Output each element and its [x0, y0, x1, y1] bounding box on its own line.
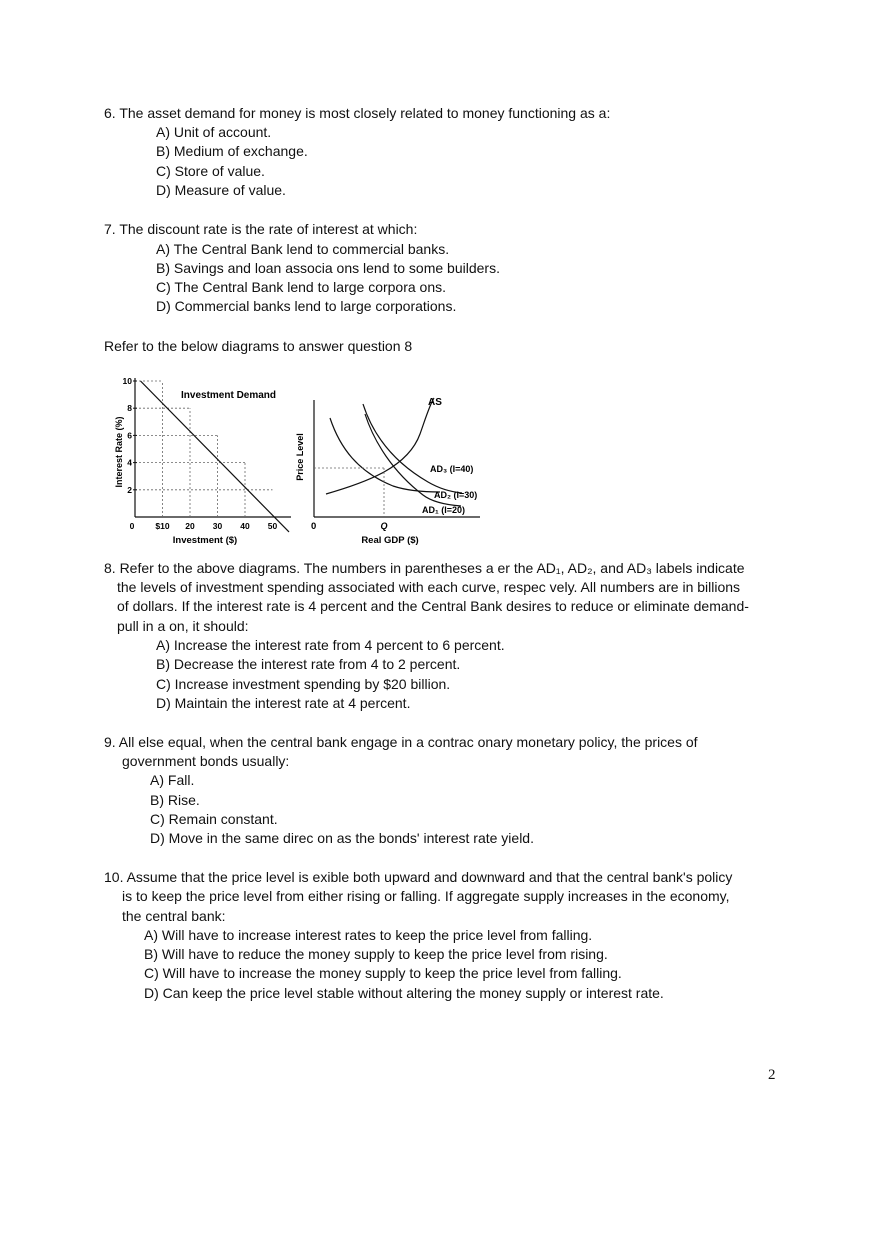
left-ytick-6: 6 — [127, 430, 132, 441]
investment-demand-label: Investment Demand — [181, 390, 277, 401]
question-7-option-a: A) The Central Bank lend to commercial banks. — [156, 241, 450, 257]
question-7-stem: 7. The discount rate is the rate of interest at which: — [104, 221, 418, 237]
question-8-line-2: the levels of investment spending associated with each curve, respec vely. All numbers are in billions — [117, 579, 741, 595]
left-xtick-4: 40 — [240, 521, 250, 531]
question-6-option-d: D) Measure of value. — [156, 182, 286, 198]
question-9-line-1: 9. All else equal, when the central bank engage in a contrac onary monetary policy, the prices of — [104, 734, 698, 750]
left-ytick-8: 8 — [127, 403, 132, 414]
left-ytick-10: 10 — [122, 376, 132, 386]
question-9-option-a: A) Fall. — [150, 772, 195, 788]
question-8-diagrams — [108, 372, 508, 552]
page-number: 2 — [768, 1067, 776, 1083]
question-7-option-b: B) Savings and loan associa ons lend to some builders. — [156, 260, 500, 276]
q-label: Q — [380, 521, 388, 531]
question-8-option-c: C) Increase investment spending by $20 billion. — [156, 676, 451, 692]
left-gridlines — [135, 381, 273, 517]
question-9-option-c: C) Remain constant. — [150, 811, 278, 827]
investment-demand-chart — [114, 376, 291, 546]
question-10-option-c: C) Will have to increase the money supply to keep the price level from falling. — [144, 965, 622, 981]
question-10-option-a: A) Will have to increase interest rates to keep the price level from falling. — [144, 927, 593, 943]
ad2-label: AD₂ (I=30) — [434, 490, 478, 500]
left-xtick-1: $10 — [155, 521, 170, 531]
question-10-line-3: the central bank: — [122, 908, 226, 924]
question-8-option-a: A) Increase the interest rate from 4 percent to 6 percent. — [156, 637, 505, 653]
left-xtick-0: 0 — [129, 521, 135, 531]
question-10-line-1: 10. Assume that the price level is exible both upward and downward and that the central bank's policy — [104, 869, 733, 885]
right-x-axis-label: Real GDP ($) — [361, 535, 419, 546]
question-8-option-d: D) Maintain the interest rate at 4 percent. — [156, 695, 411, 711]
question-8-line-3: of dollars. If the interest rate is 4 percent and the Central Bank desires to reduce or eliminate demand- — [117, 598, 749, 614]
question-6-option-b: B) Medium of exchange. — [156, 143, 308, 159]
question-9-line-2: government bonds usually: — [122, 753, 290, 769]
refer-instruction: Refer to the below diagrams to answer question 8 — [104, 338, 413, 354]
question-10-line-2: is to keep the price level from either rising or falling. If aggregate supply increases in the economy, — [122, 888, 730, 904]
question-9-option-b: B) Rise. — [150, 792, 200, 808]
right-origin-label: 0 — [311, 521, 317, 532]
left-ytick-2: 2 — [127, 484, 132, 495]
question-6-stem: 6. The asset demand for money is most closely related to money functioning as a: — [104, 105, 611, 121]
left-xtick-2: 20 — [185, 521, 195, 531]
ad1-label: AD₁ (I=20) — [422, 505, 465, 515]
question-8-line-4: pull in a on, it should: — [117, 618, 249, 634]
question-6-option-c: C) Store of value. — [156, 163, 265, 179]
as-label: AS — [428, 397, 442, 408]
question-6-option-a: A) Unit of account. — [156, 124, 272, 140]
left-xtick-3: 30 — [212, 521, 223, 531]
left-y-axis-label: Interest Rate (%) — [114, 416, 124, 488]
left-ytick-4: 4 — [127, 457, 132, 468]
question-8-line-1: 8. Refer to the above diagrams. The numbers in parentheses a er the AD₁, AD₂, and AD₃ labels indicate — [104, 560, 745, 576]
question-8-option-b: B) Decrease the interest rate from 4 to 2 percent. — [156, 656, 461, 672]
left-x-axis-label: Investment ($) — [172, 535, 238, 546]
ad3-label: AD₃ (I=40) — [430, 464, 474, 474]
right-y-axis-label: Price Level — [295, 433, 305, 481]
left-xtick-5: 50 — [267, 521, 278, 531]
question-10-option-d: D) Can keep the price level stable without altering the money supply or interest rate. — [144, 985, 664, 1001]
question-7-option-c: C) The Central Bank lend to large corpora ons. — [156, 279, 447, 295]
aggregate-demand-supply-chart — [295, 397, 480, 546]
question-7-option-d: D) Commercial banks lend to large corporations. — [156, 298, 457, 314]
question-10-option-b: B) Will have to reduce the money supply to keep the price level from rising. — [144, 946, 608, 962]
question-9-option-d: D) Move in the same direc on as the bonds' interest rate yield. — [150, 830, 534, 846]
